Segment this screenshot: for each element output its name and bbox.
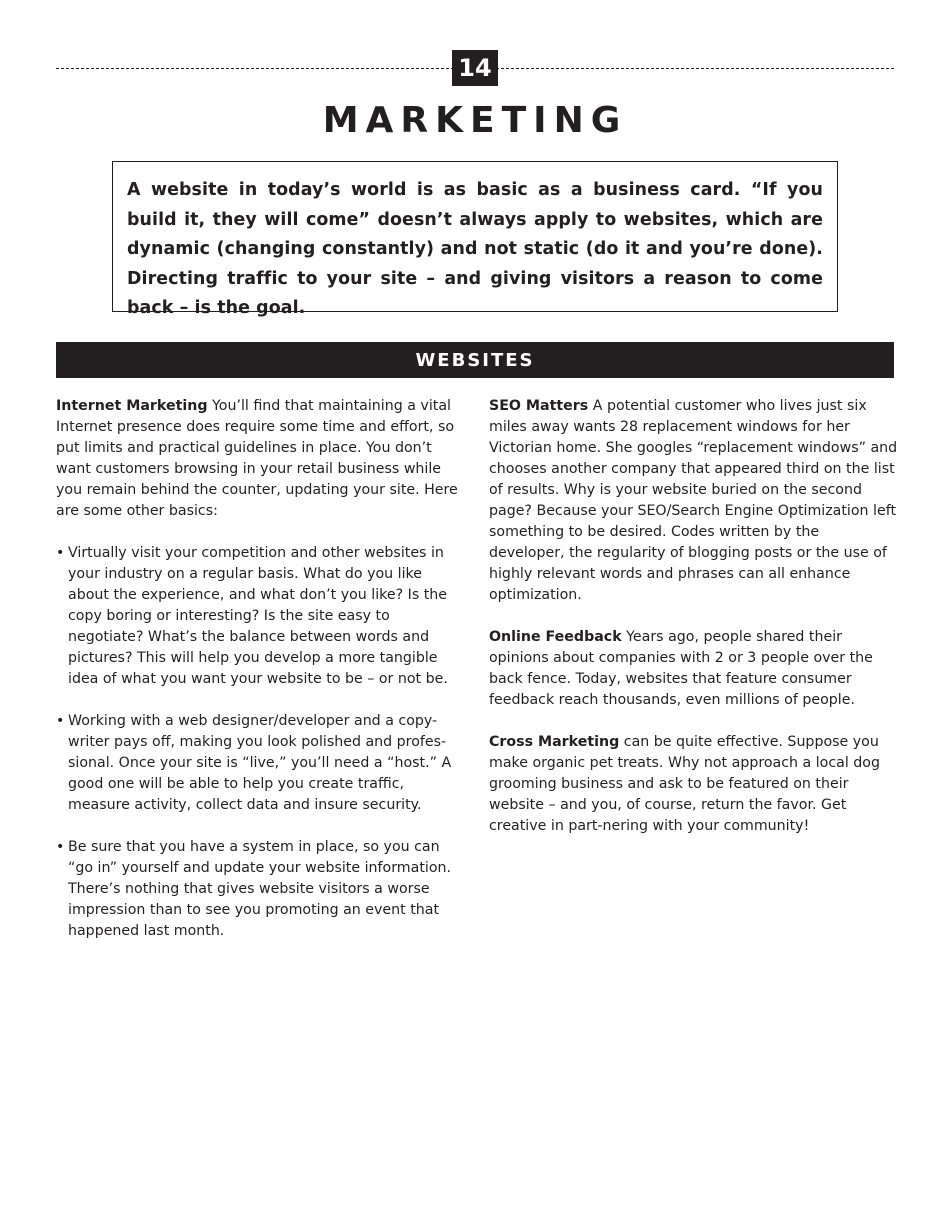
paragraph-lead: Cross Marketing — [489, 734, 620, 750]
list-item-text: Be sure that you have a system in place, so you can “go in” yourself and update your website information. There’s nothing that gives website visitors a worse impression than to see you promoting an event that happened last month. — [68, 839, 452, 939]
right-column — [489, 396, 899, 858]
page-number-badge: 14 — [452, 50, 498, 86]
cross-marketing-paragraph — [489, 732, 899, 837]
seo-matters-paragraph — [489, 396, 899, 606]
bullet-icon: • — [56, 713, 65, 729]
chapter-title: MARKETING — [322, 100, 628, 141]
section-header-websites: WEBSITES — [56, 342, 894, 378]
paragraph-text: Years ago, people shared their opinions about companies with 2 or 3 people over the back fence. Today, websites that feature consumer feedback reach thousands, even millions of people. — [489, 629, 873, 708]
paragraph-text: A potential customer who lives just six miles away wants 28 replacement windows for her Victorian home. She googles “replacement windows” and chooses another company that appeared third on the list of results. Why is your website buried on the second page? Because your SEO/Search Engine Optimization left something to be desired. Codes written by the developer, the regularity of blogging posts or the use of highly relevant words and phrases can all enhance optimization. — [489, 398, 898, 603]
paragraph-lead: Online Feedback — [489, 629, 622, 645]
intro-text: A website in today’s world is as basic as a business card. “If you build it, they will come” doesn’t always apply to websites, which are dynamic (changing constantly) and not static (do it and you’re done). Directing traffic to your site – and giving visitors a reason to come back – is the goal. — [127, 180, 823, 318]
left-column — [56, 396, 461, 963]
bullet-icon: • — [56, 839, 65, 855]
list-item-text: Virtually visit your competition and other websites in your industry on a regular basis. What do you like about the experience, and what don’t you like? Is the copy boring or interesting? Is the site easy to negotiate? What’s the balance between words and pictures? This will help you develop a more tangible idea of what you want your website to be – or not be. — [68, 545, 448, 687]
paragraph-text: You’ll find that maintaining a vital Internet presence does require some time and effort, so put limits and practical guidelines in place. You don’t want customers browsing in your retail business while you remain behind the counter, updating your site. Here are some other basics: — [56, 398, 458, 519]
paragraph-lead: Internet Marketing — [56, 398, 208, 414]
bullet-icon: • — [56, 545, 65, 561]
online-feedback-paragraph — [489, 627, 899, 711]
list-item-text: Working with a web designer/developer and a copy-writer pays off, making you look polished and profes-sional. Once your site is “live,” you’ll need a “host.” A good one will be able to help you create traffic, measure activity, collect data and insure security. — [68, 713, 452, 813]
internet-marketing-paragraph — [56, 396, 461, 522]
paragraph-lead: SEO Matters — [489, 398, 589, 414]
paragraph-text: can be quite effective. Suppose you make organic pet treats. Why not approach a local dog grooming business and ask to be featured on their website – and you, of course, return the favor. Get creative in part-nering with your community! — [489, 734, 880, 834]
intro-box — [112, 161, 838, 318]
list-item — [56, 711, 461, 816]
list-item — [56, 543, 461, 690]
list-item — [56, 837, 461, 942]
